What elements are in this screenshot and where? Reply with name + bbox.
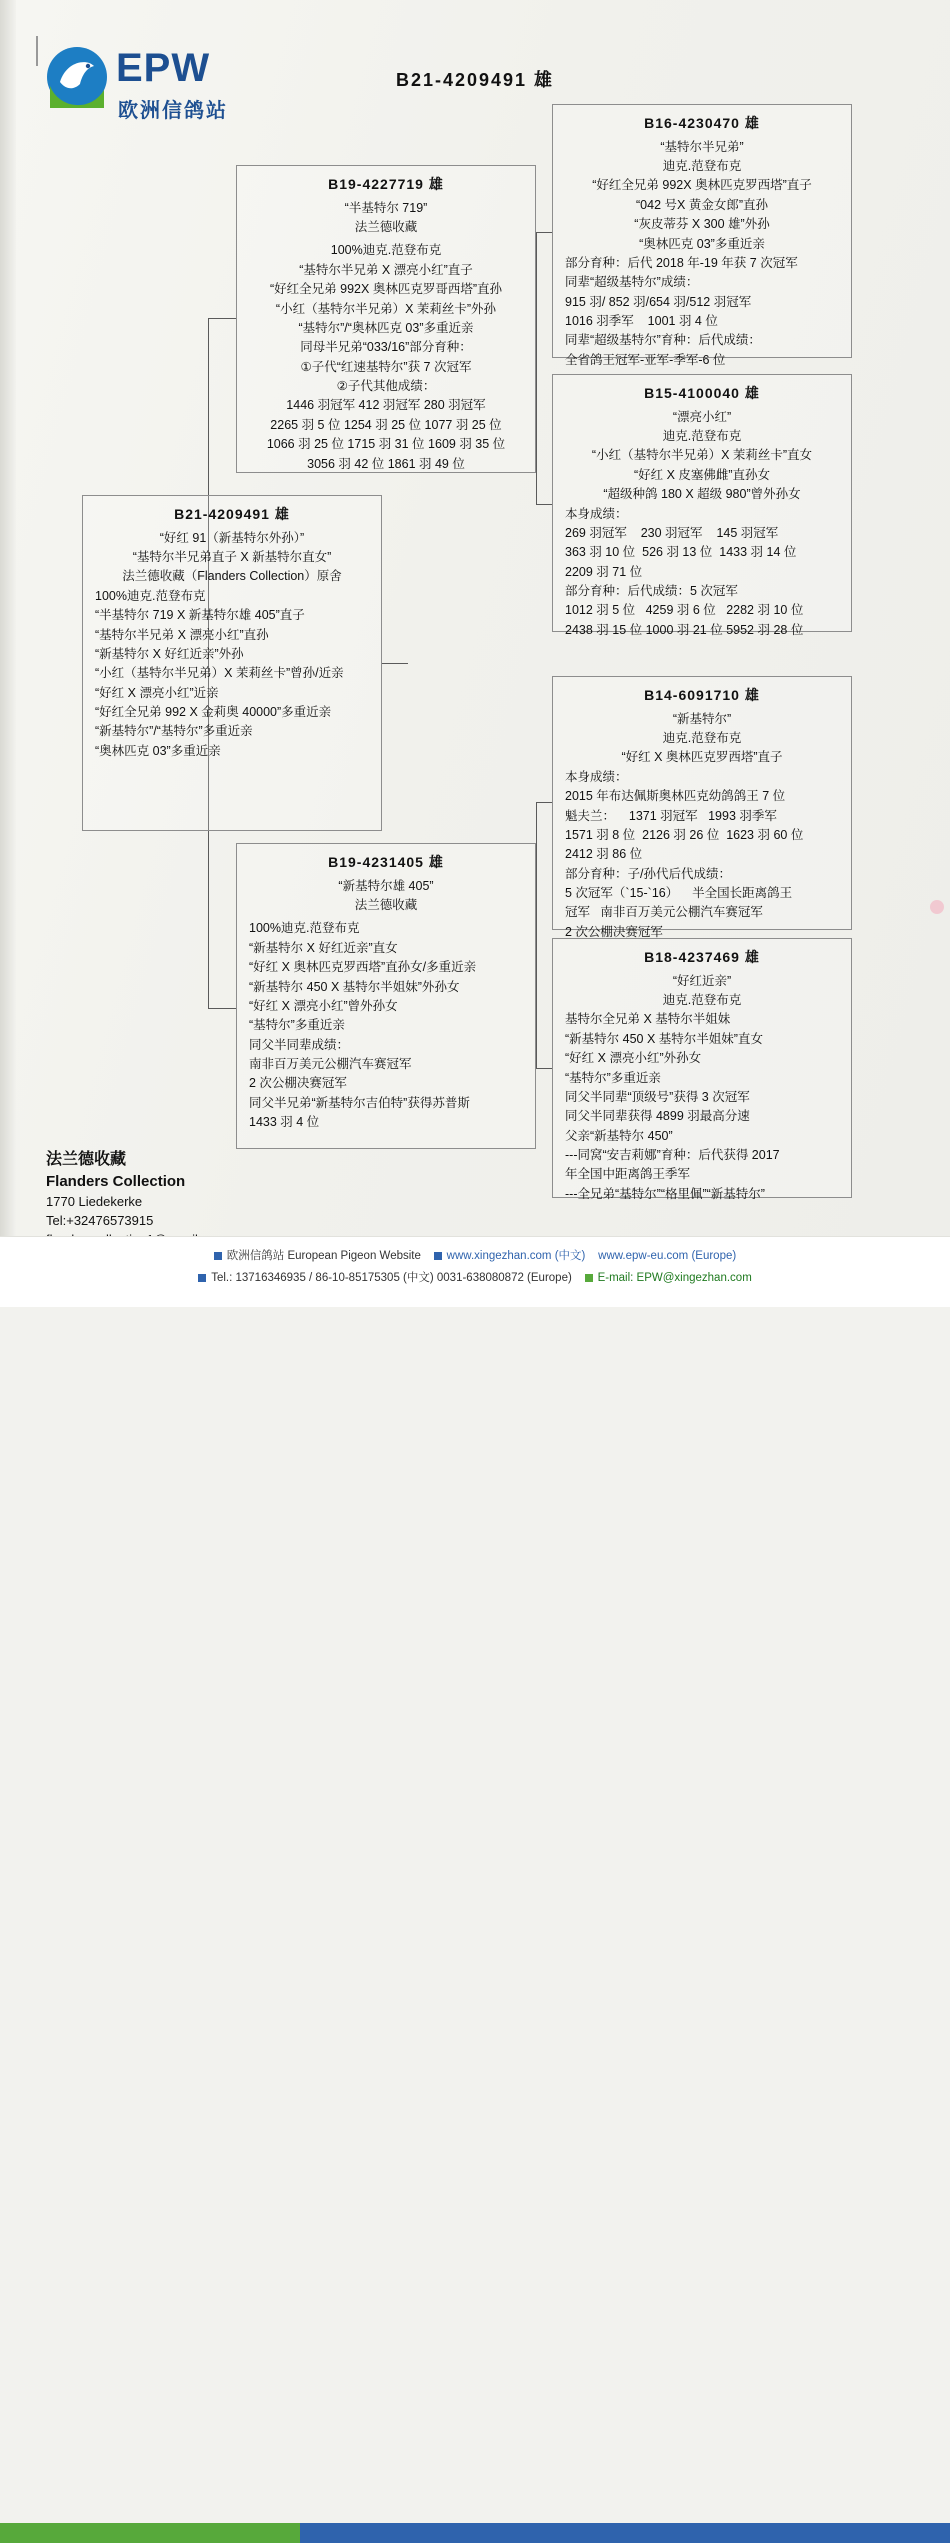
ring-number: B19-4227719 雄 — [328, 176, 444, 192]
detail-line: 2015 年布达佩斯奥林匹克幼鸽鸽王 7 位 — [565, 789, 786, 804]
nickname: “新基特尔” — [672, 711, 732, 726]
detail-line: “小红（基特尔半兄弟）X 茉莉丝卡”直女 — [591, 448, 813, 463]
square-bullet-icon — [198, 1274, 206, 1282]
pedigree-box-dam — [236, 843, 536, 1149]
detail-line: “基特尔半兄弟直子 X 新基特尔直女” — [132, 550, 332, 565]
pedigree-box-gp1 — [552, 104, 852, 367]
detail-line: 同母半兄弟“033/16”部分育种： — [300, 340, 472, 355]
detail-line: “好红 X 奥林匹克罗西塔”直孙女/多重近亲 — [249, 960, 477, 975]
connector — [208, 1008, 236, 1009]
detail-line: 同辈“超级基特尔”育种：后代成绩： — [565, 333, 761, 348]
detail-line: “小红（基特尔半兄弟）X 茉莉丝卡”曾孙/近亲 — [95, 666, 344, 681]
detail-line: 南非百万美元公棚汽车赛冠军 — [249, 1057, 412, 1072]
detail-line: “基特尔半兄弟 X 漂亮小红”直孙 — [95, 627, 269, 642]
detail-line: 1066 羽 25 位 1715 羽 31 位 1609 羽 35 位 — [266, 437, 506, 452]
pedigree-box-gp2 — [552, 374, 852, 637]
detail-line: “新基特尔”/“基特尔”多重近亲 — [95, 724, 253, 739]
detail-line: “新基特尔 X 好红近亲”直女 — [249, 940, 398, 955]
detail-line: ②子代其他成绩： — [336, 379, 436, 394]
detail-line: ---全兄弟“基特尔”“格里佩”“新基特尔” — [565, 1186, 765, 1201]
detail-line: 1016 羽季军 1001 羽 4 位 — [565, 314, 718, 329]
detail-line: “042 号X 黄金女郎”直孙 — [636, 197, 768, 212]
ring-number: B19-4231405 雄 — [328, 854, 444, 870]
connector — [536, 232, 537, 504]
footer-site-name: 欧洲信鸽站 European Pigeon Website — [226, 1250, 421, 1262]
detail-line: 1446 羽冠军 412 羽冠军 280 羽冠军 — [286, 398, 486, 413]
detail-line: 法兰德收藏（Flanders Collection）原舍 — [122, 569, 342, 584]
footer-strip-green — [0, 2523, 300, 2543]
detail-line: 100%迪克.范登布克 — [330, 243, 442, 258]
address-city: 1770 Liedekerke — [46, 1193, 143, 1209]
scan-edge-mark — [36, 36, 38, 66]
detail-line: “好红 X 漂亮小红”近亲 — [95, 685, 219, 700]
detail-line: 269 羽冠军 230 羽冠军 145 羽冠军 — [565, 525, 779, 540]
detail-line: 魁夫兰： 1371 羽冠军 1993 羽季军 — [565, 808, 777, 823]
detail-line: 部分育种：子/孙代后代成绩： — [565, 866, 731, 881]
detail-line: 冠军 南非百万美元公棚汽车赛冠军 — [565, 905, 763, 920]
detail-line: ---同窝“安吉莉娜”育种：后代获得 2017 — [565, 1148, 780, 1163]
pedigree-box-self — [82, 495, 382, 831]
detail-line: “好红 91（新基特尔外孙）” — [159, 530, 305, 545]
square-bullet-icon — [434, 1252, 442, 1260]
connector — [536, 504, 552, 505]
detail-line: 同父半同辈获得 4899 羽最高分速 — [565, 1109, 750, 1124]
detail-line: ①子代“红速基特尔”获 7 次冠军 — [300, 359, 472, 374]
page-title: B21-4209491 雄 — [395, 70, 555, 90]
address-tel: Tel:+32476573915 — [46, 1212, 154, 1228]
footer-row-websites — [0, 1247, 950, 1263]
address-name-cn: 法兰德收藏 — [46, 1151, 127, 1168]
detail-line: “超级种鸽 180 X 超级 980”曾外孙女 — [603, 487, 801, 502]
detail-line: 2209 羽 71 位 — [565, 564, 643, 579]
square-bullet-icon — [214, 1252, 222, 1260]
pedigree-box-sire — [236, 165, 536, 473]
detail-line: 100%迪克.范登布克 — [95, 588, 206, 603]
footer-link-cn[interactable]: www.xingezhan.com (中文) — [446, 1250, 586, 1262]
detail-line: “基特尔半兄弟 X 漂亮小红”直子 — [299, 262, 473, 277]
nickname: “半基特尔 719” — [344, 200, 428, 215]
ring-number: B16-4230470 雄 — [644, 115, 760, 131]
footer-link-eu[interactable]: www.epw-eu.com (Europe) — [598, 1250, 737, 1262]
footer-telephone: Tel.: 13716346935 / 86-10-85175305 (中文) 0031-638080872 (Europe) — [211, 1272, 572, 1284]
breeder: 迪克.范登布克 — [662, 993, 742, 1008]
detail-line: “好红 X 奥林匹克罗西塔”直子 — [621, 750, 783, 765]
detail-line: “新基特尔 450 X 基特尔半姐妹”直女 — [565, 1031, 763, 1046]
ink-speck — [930, 900, 944, 914]
detail-line: “基特尔”/“奥林匹克 03”多重近亲 — [298, 320, 474, 335]
detail-line: 同辈“超级基特尔”成绩： — [565, 275, 699, 290]
detail-line: 同父半兄弟“新基特尔吉伯特”获得苏普斯 — [249, 1095, 470, 1110]
pedigree-box-gp4 — [552, 938, 852, 1201]
detail-line: 本身成绩： — [565, 506, 628, 521]
detail-line: “奥林匹克 03”多重近亲 — [95, 743, 221, 758]
detail-line: 363 羽 10 位 526 羽 13 位 1433 羽 14 位 — [565, 545, 797, 560]
breeder: 法兰德收藏 — [354, 220, 418, 235]
pedigree-box-gp3 — [552, 676, 852, 939]
footer-bar — [0, 1236, 950, 1307]
nickname: “好红近亲” — [672, 973, 732, 988]
detail-line: 部分育种：后代成绩：5 次冠军 — [565, 584, 738, 599]
nickname: “漂亮小红” — [672, 409, 732, 424]
logo-text: EPW — [116, 46, 211, 90]
detail-line: 部分育种：后代 2018 年-19 年获 7 次冠军 — [565, 255, 798, 270]
footer-email[interactable]: E-mail: EPW@xingezhan.com — [597, 1272, 752, 1284]
ring-number: B21-4209491 雄 — [174, 506, 290, 522]
detail-line: “半基特尔 719 X 新基特尔雄 405”直子 — [95, 608, 305, 623]
detail-line: “好红全兄弟 992X 奥林匹克罗西塔”直子 — [592, 178, 812, 193]
detail-line: “好红全兄弟 992 X 金莉奥 40000”多重近亲 — [95, 705, 332, 720]
detail-line: 2438 羽 15 位 1000 羽 21 位 5952 羽 28 位 — [565, 622, 804, 637]
ring-number: B15-4100040 雄 — [644, 385, 760, 401]
detail-line: 100%迪克.范登布克 — [249, 921, 360, 936]
detail-line: 1571 羽 8 位 2126 羽 26 位 1623 羽 60 位 — [565, 827, 804, 842]
connector — [382, 663, 408, 664]
nickname: “基特尔半兄弟” — [660, 139, 744, 154]
detail-line: “灰皮蒂芬 X 300 雄”外孙 — [634, 217, 770, 232]
detail-line: “好红 X 漂亮小红”曾外孙女 — [249, 998, 398, 1013]
breeder: 法兰德收藏 — [354, 898, 418, 913]
detail-line: “新基特尔 450 X 基特尔半姐妹”外孙女 — [249, 979, 460, 994]
detail-line: 基特尔全兄弟 X 基特尔半姐妹 — [565, 1012, 731, 1027]
detail-line: “好红 X 皮塞佛雌”直孙女 — [633, 467, 771, 482]
connector — [536, 1068, 552, 1069]
detail-line: “新基特尔 X 好红近亲”外孙 — [95, 646, 244, 661]
detail-line: “奥林匹克 03”多重近亲 — [639, 236, 765, 251]
detail-line: 父亲“新基特尔 450” — [565, 1128, 673, 1143]
detail-line: 5 次冠军（`15-`16） 半全国长距离鸽王 — [565, 886, 793, 901]
address-name-en: Flanders Collection — [46, 1173, 186, 1191]
connector — [536, 232, 552, 233]
detail-line: 本身成绩： — [565, 769, 628, 784]
detail-line: “基特尔”多重近亲 — [249, 1018, 345, 1033]
detail-line: 1433 羽 4 位 — [249, 1115, 320, 1130]
detail-line: 1012 羽 5 位 4259 羽 6 位 2282 羽 10 位 — [565, 603, 804, 618]
square-bullet-icon — [585, 1274, 593, 1282]
detail-line: 同父半同辈“顶级号”获得 3 次冠军 — [565, 1089, 750, 1104]
connector — [536, 802, 552, 803]
connector — [536, 802, 537, 1068]
breeder: 迪克.范登布克 — [662, 429, 742, 444]
breeder: 迪克.范登布克 — [662, 731, 742, 746]
detail-line: “基特尔”多重近亲 — [565, 1070, 661, 1085]
detail-line: 年全国中距离鸽王季军 — [565, 1167, 691, 1182]
logo-subtitle: 欧洲信鸽站 — [118, 100, 228, 122]
detail-line: “好红全兄弟 992X 奥林匹克罗哥西塔”直孙 — [270, 282, 502, 297]
detail-line: 3056 羽 42 位 1861 羽 49 位 — [307, 456, 465, 471]
detail-line: “小红（基特尔半兄弟）X 茉莉丝卡”外孙 — [275, 301, 497, 316]
nickname: “新基特尔雄 405” — [338, 878, 434, 893]
ring-number: B14-6091710 雄 — [644, 687, 760, 703]
detail-line: 同父半同辈成绩： — [249, 1037, 350, 1052]
detail-line: 915 羽/ 852 羽/654 羽/512 羽冠军 — [565, 294, 752, 309]
detail-line: 2 次公棚决赛冠军 — [565, 924, 663, 939]
detail-line: 2 次公棚决赛冠军 — [249, 1076, 347, 1091]
detail-line: 2265 羽 5 位 1254 羽 25 位 1077 羽 25 位 — [270, 417, 502, 432]
ring-number: B18-4237469 雄 — [644, 949, 760, 965]
detail-line: 2412 羽 86 位 — [565, 847, 643, 862]
detail-line: “好红 X 漂亮小红”外孙女 — [565, 1051, 702, 1066]
breeder: 迪克.范登布克 — [662, 159, 742, 174]
detail-line: 全省鸽王冠军-亚军-季军-6 位 — [565, 352, 726, 367]
breeder-address — [46, 1148, 226, 1249]
footer-row-contact — [0, 1269, 950, 1285]
connector — [208, 318, 236, 319]
